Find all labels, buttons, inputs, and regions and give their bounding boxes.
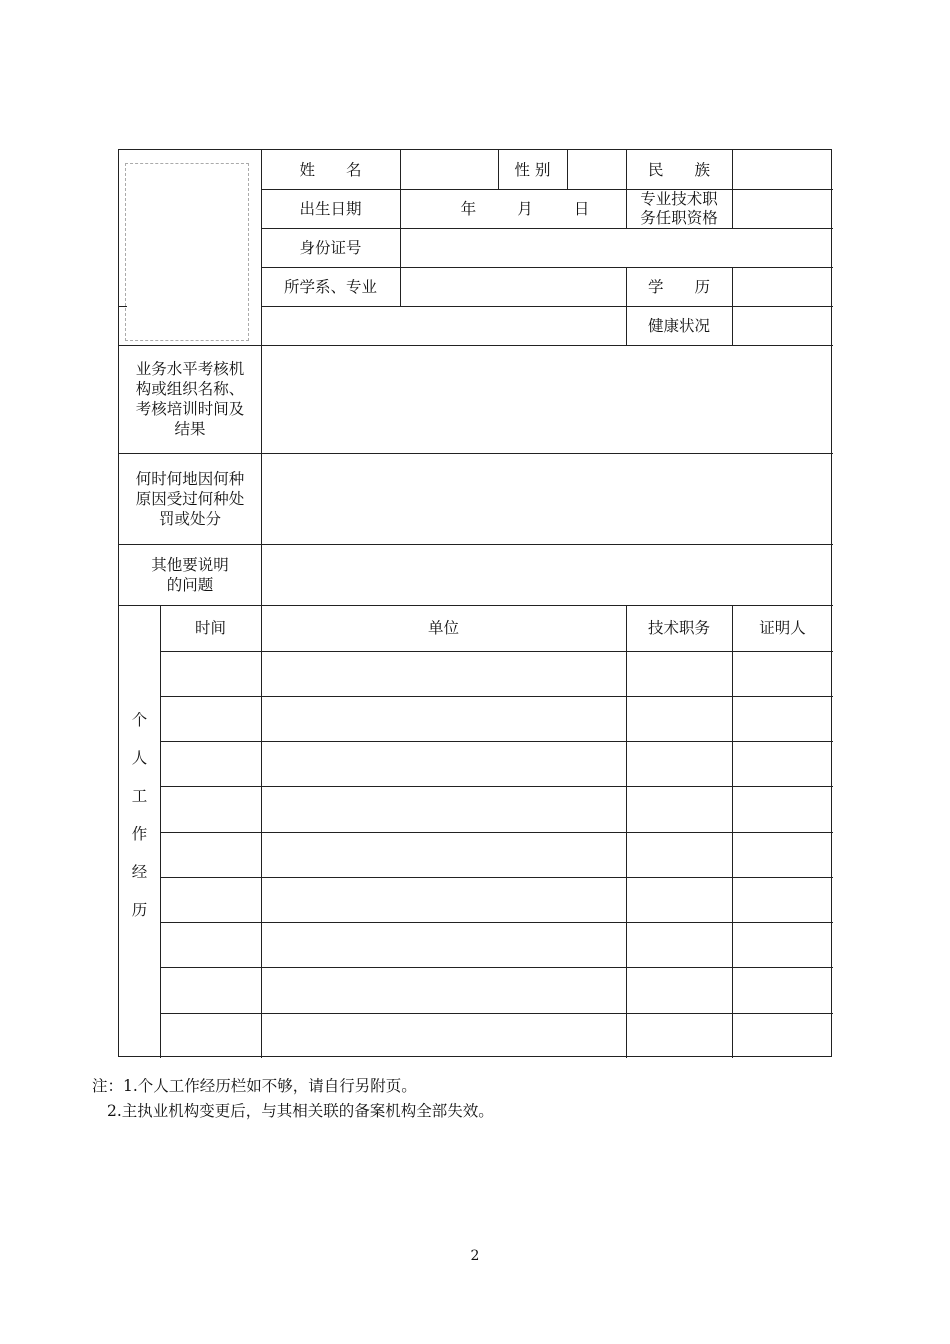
education-label: 学 历 — [647, 277, 710, 296]
work-history-char: 个 — [131, 711, 148, 729]
punishment-label — [119, 453, 261, 544]
major-field[interactable] — [400, 267, 626, 306]
birth-month-label: 月 — [517, 199, 533, 218]
name-label: 姓 名 — [299, 160, 362, 179]
table-row[interactable] — [160, 696, 833, 741]
health-field[interactable] — [732, 306, 833, 345]
punishment-label-line: 罚或处分 — [158, 509, 221, 528]
assessment-field[interactable] — [261, 345, 833, 453]
table-row[interactable] — [160, 651, 833, 696]
birth-date-field[interactable] — [400, 189, 626, 228]
punishment-label-line: 何时何地因何种 — [135, 469, 245, 488]
table-row[interactable] — [160, 922, 833, 967]
education-field[interactable] — [732, 267, 833, 306]
qualification-label-line-2: 务任职资格 — [640, 208, 718, 227]
qualification-label-line-1: 专业技术职 — [640, 189, 718, 208]
birth-day-label: 日 — [573, 199, 590, 218]
work-history-char: 人 — [131, 749, 148, 767]
registration-form-table — [118, 149, 832, 1057]
work-history-char: 作 — [131, 825, 148, 843]
assessment-label — [119, 345, 261, 453]
id-number-field[interactable] — [400, 228, 833, 267]
id-number-label: 身份证号 — [299, 238, 362, 257]
history-header-time: 时间 — [194, 619, 226, 637]
table-row[interactable] — [160, 967, 833, 1013]
ethnicity-field[interactable] — [732, 150, 833, 189]
history-header-position: 技术职务 — [647, 619, 710, 637]
work-history-label — [119, 690, 160, 940]
other-issues-field[interactable] — [261, 544, 833, 605]
table-row[interactable] — [160, 1013, 833, 1057]
assessment-label-line: 结果 — [174, 420, 206, 438]
punishment-field[interactable] — [261, 453, 833, 544]
other-issues-label-line: 其他要说明 — [151, 555, 229, 574]
assessment-label-line: 考核培训时间及 — [135, 400, 245, 418]
history-header-unit: 单位 — [427, 619, 459, 637]
name-field[interactable] — [400, 150, 498, 189]
blank-field[interactable] — [261, 306, 626, 345]
note-line-2: 2.主执业机构变更后，与其相关联的备案机构全部失效。 — [107, 1102, 494, 1120]
note-line-1: 注：1.个人工作经历栏如不够，请自行另附页。 — [92, 1077, 417, 1095]
other-issues-label — [119, 544, 261, 605]
page-number: 2 — [470, 1248, 480, 1264]
birth-year-label: 年 — [460, 199, 477, 218]
ethnicity-label: 民 族 — [647, 160, 710, 179]
birth-date-label: 出生日期 — [299, 199, 362, 218]
assessment-label-line: 构或组织名称、 — [135, 380, 245, 398]
gender-label: 性 别 — [514, 160, 551, 179]
health-label: 健康状况 — [647, 316, 710, 335]
work-history-char: 工 — [131, 787, 148, 805]
qualification-field[interactable] — [732, 189, 833, 228]
work-history-char: 经 — [131, 863, 148, 881]
history-header-witness: 证明人 — [759, 619, 806, 637]
table-row[interactable] — [160, 832, 833, 877]
work-history-char: 历 — [131, 901, 148, 919]
gender-field[interactable] — [567, 150, 626, 189]
punishment-label-line: 原因受过何种处 — [135, 489, 245, 508]
assessment-label-line: 业务水平考核机 — [135, 360, 245, 378]
major-label: 所学系、专业 — [283, 277, 377, 296]
table-row[interactable] — [160, 877, 833, 922]
table-row[interactable] — [160, 786, 833, 832]
qualification-label — [626, 189, 732, 228]
other-issues-label-line: 的问题 — [166, 575, 214, 594]
table-row[interactable] — [160, 741, 833, 786]
